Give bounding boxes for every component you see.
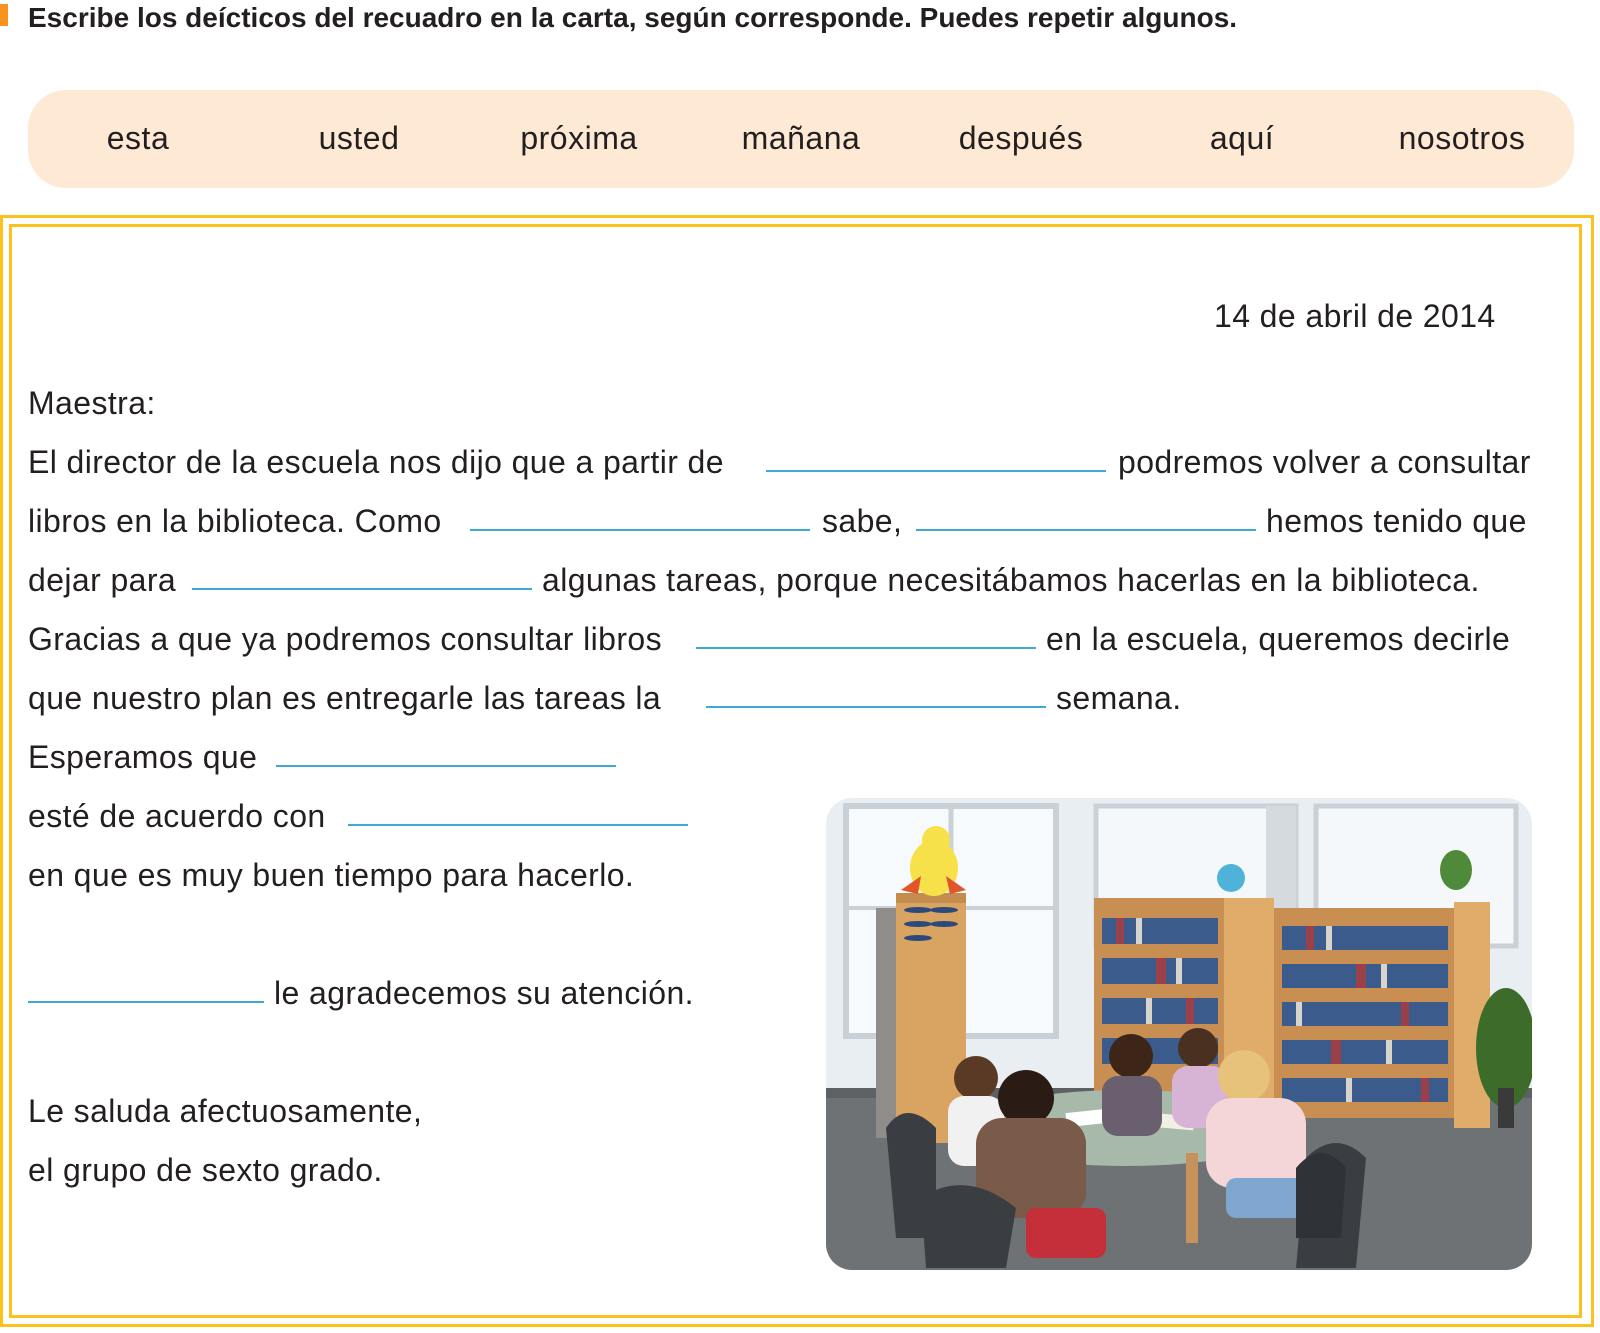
blank-5[interactable] (696, 647, 1036, 649)
letter-text: Gracias a que ya podremos consultar libros (28, 621, 662, 657)
word-bank-item[interactable]: próxima (520, 120, 638, 156)
blank-1[interactable] (766, 470, 1106, 472)
letter-text: Esperamos que (28, 739, 258, 775)
word-bank-item[interactable]: mañana (741, 120, 861, 156)
letter-text: en la escuela, queremos decirle (1046, 621, 1511, 657)
word-bank-item[interactable]: esta (106, 120, 170, 156)
letter-text: semana. (1056, 680, 1182, 716)
word-bank-item[interactable]: después (958, 120, 1084, 156)
letter-text: podremos volver a consultar (1118, 444, 1531, 480)
blank-2[interactable] (470, 529, 810, 531)
letter-text: que nuestro plan es entregarle las tareas la (28, 680, 662, 716)
instruction (0, 0, 1500, 40)
letter-text: libros en la biblioteca. Como (28, 503, 442, 539)
letter-text: algunas tareas, porque necesitábamos hacerlas en la biblioteca. (542, 562, 1480, 598)
letter-text: esté de acuerdo con (28, 798, 326, 834)
letter-text: El director de la escuela nos dijo que a partir de (28, 444, 724, 480)
blank-3[interactable] (916, 529, 1256, 531)
word-bank (28, 90, 1574, 188)
letter-greeting: Maestra: (28, 385, 156, 421)
word-bank-item[interactable]: usted (318, 120, 400, 156)
blank-8[interactable] (348, 824, 688, 826)
letter-text: sabe, (822, 503, 903, 539)
word-bank-item[interactable]: aquí (1209, 120, 1275, 156)
library-photo (826, 798, 1532, 1270)
blank-7[interactable] (276, 765, 616, 767)
letter-text: en que es muy buen tiempo para hacerlo. (28, 857, 635, 893)
letter-date: 14 de abril de 2014 (1214, 298, 1496, 334)
blank-4[interactable] (192, 588, 532, 590)
blank-6[interactable] (706, 706, 1046, 708)
blank-9[interactable] (28, 1001, 264, 1003)
instruction-text: Escribe los deícticos del recuadro en la carta, según corresponde. Puedes repetir algunos. (28, 2, 1238, 33)
instruction-marker (0, 4, 8, 26)
letter-text: dejar para (28, 562, 177, 598)
letter-closing: Le saluda afectuosamente, (28, 1093, 423, 1129)
word-bank-item[interactable]: nosotros (1398, 120, 1526, 156)
letter-signature: el grupo de sexto grado. (28, 1152, 383, 1188)
letter-text: le agradecemos su atención. (274, 975, 694, 1011)
letter-text: hemos tenido que (1266, 503, 1527, 539)
